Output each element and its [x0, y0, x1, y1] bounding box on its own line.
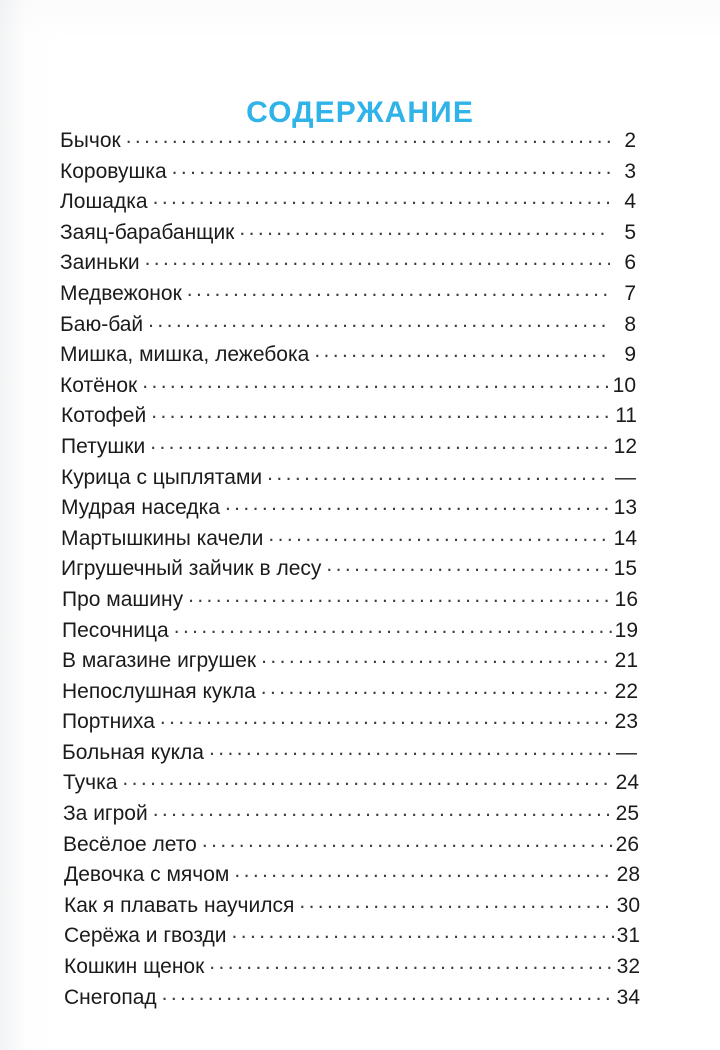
toc-dot-leader	[188, 585, 612, 606]
toc-entry[interactable]	[64, 860, 640, 891]
toc-entry-page: 28	[616, 863, 640, 887]
toc-entry-title: Котофей	[61, 404, 147, 428]
toc-entry-page: 21	[614, 649, 638, 673]
toc-entry[interactable]	[60, 157, 636, 188]
toc-entry-page: 6	[624, 251, 636, 275]
toc-entry-title: Заяц-барабанщик	[60, 220, 235, 244]
toc-entry-title: Весёлое лето	[63, 832, 197, 856]
toc-entry-page: 24	[615, 771, 639, 795]
toc-entry-page: 4	[624, 190, 636, 214]
toc-dot-leader	[126, 126, 610, 147]
toc-entry-title: Больная кукла	[62, 740, 204, 764]
toc-dot-leader	[326, 554, 611, 575]
toc-entry-title: В магазине игрушек	[62, 649, 257, 673]
toc-entry[interactable]	[60, 187, 636, 218]
toc-entry-page-dash: —	[615, 465, 636, 489]
toc-entry[interactable]	[60, 126, 636, 157]
toc-entry-page: 10	[612, 373, 636, 397]
toc-entry[interactable]	[60, 279, 636, 310]
toc-entry[interactable]	[62, 616, 638, 647]
toc-dot-leader	[148, 310, 610, 331]
toc-entry-title: Мартышкины качели	[61, 526, 264, 550]
toc-entry[interactable]	[61, 554, 637, 585]
toc-dot-leader	[174, 616, 612, 637]
toc-dot-leader	[314, 340, 610, 361]
toc-entry-page: 26	[615, 832, 639, 856]
toc-entry-page: 25	[615, 802, 639, 826]
toc-dot-leader	[209, 738, 611, 759]
toc-entry[interactable]	[61, 432, 637, 463]
toc-entry-title: Тучка	[63, 771, 118, 795]
toc-entry-page: 2	[624, 129, 636, 152]
toc-entry-page: 15	[613, 557, 637, 581]
toc-entry-title: Курица с цыплятами	[61, 465, 263, 489]
toc-entry-title: Мудрая наседка	[61, 496, 220, 520]
toc-entry-page: 19	[614, 618, 638, 642]
toc-dot-leader	[162, 983, 614, 1004]
toc-entry[interactable]	[64, 952, 640, 983]
toc-dot-leader	[239, 218, 610, 239]
toc-dot-leader	[151, 401, 611, 422]
toc-entry[interactable]	[62, 738, 638, 769]
toc-dot-leader	[268, 524, 611, 545]
toc-entry-page: 32	[616, 955, 640, 979]
toc-entry[interactable]	[63, 768, 639, 799]
toc-entry-title: Песочница	[62, 618, 169, 642]
page-title: СОДЕРЖАНИЕ	[246, 96, 474, 130]
toc-entry-page-dash: —	[616, 740, 637, 764]
toc-entry-title: Про машину	[62, 587, 184, 611]
toc-entry-page: 9	[624, 343, 636, 367]
toc-dot-leader	[145, 248, 610, 269]
toc-dot-leader	[153, 799, 613, 820]
toc-entry[interactable]	[61, 463, 637, 494]
toc-entry-page: 14	[613, 526, 637, 550]
toc-entry-page: 7	[624, 281, 636, 305]
toc-entry-title: Игрушечный зайчик в лесу	[61, 557, 322, 581]
toc-entry-title: Бычок	[60, 129, 121, 152]
toc-entry[interactable]	[64, 921, 640, 952]
toc-dot-leader	[122, 768, 613, 789]
toc-dot-leader	[234, 860, 614, 881]
toc-entry-title: Как я плавать научился	[64, 893, 295, 917]
toc-entry-title: Петушки	[61, 434, 146, 458]
toc-entry[interactable]	[63, 799, 639, 830]
toc-entry-title: За игрой	[63, 802, 148, 826]
toc-entry[interactable]	[60, 248, 636, 279]
toc-entry[interactable]	[62, 585, 638, 616]
toc-entry-page: 23	[614, 710, 638, 734]
toc-entry-list	[60, 126, 640, 1013]
toc-dot-leader	[160, 707, 612, 728]
toc-entry-page: 5	[624, 220, 636, 244]
toc-entry-title: Заиньки	[60, 251, 140, 275]
toc-entry-title: Серёжа и гвозди	[64, 924, 227, 948]
toc-entry[interactable]	[60, 371, 636, 402]
toc-entry[interactable]	[61, 524, 637, 555]
toc-entry-page: 12	[613, 434, 637, 458]
toc-dot-leader	[299, 891, 614, 912]
toc-entry[interactable]	[60, 310, 636, 341]
toc-entry-title: Мишка, мишка, лежебока	[60, 343, 310, 367]
toc-entry[interactable]	[62, 646, 638, 677]
toc-entry-title: Непослушная кукла	[62, 679, 256, 703]
toc-entry[interactable]	[62, 677, 638, 708]
toc-dot-leader	[261, 677, 612, 698]
toc-dot-leader	[150, 432, 611, 453]
toc-entry[interactable]	[64, 983, 640, 1014]
toc-entry-title: Баю-бай	[60, 312, 144, 336]
toc-entry-page: 22	[614, 679, 638, 703]
toc-dot-leader	[225, 493, 611, 514]
toc-entry-title: Котёнок	[60, 373, 138, 397]
toc-dot-leader	[172, 157, 610, 178]
toc-entry-title: Портниха	[62, 710, 155, 734]
toc-entry-title: Коровушка	[60, 159, 167, 183]
toc-entry-title: Кошкин щенок	[64, 955, 205, 979]
toc-dot-leader	[267, 463, 610, 484]
toc-entry-page: 11	[615, 404, 637, 428]
toc-entry-title: Девочка с мячом	[64, 863, 230, 887]
toc-dot-leader	[261, 646, 612, 667]
toc-dot-leader	[142, 371, 610, 392]
toc-dot-leader	[187, 279, 610, 300]
toc-entry-title: Снегопад	[64, 985, 157, 1009]
toc-entry-page: 16	[614, 587, 638, 611]
toc-dot-leader	[209, 952, 614, 973]
toc-entry-page: 30	[616, 893, 640, 917]
toc-entry-page: 8	[624, 312, 636, 336]
toc-entry[interactable]	[60, 340, 636, 371]
toc-entry-page: 3	[624, 159, 636, 183]
toc-entry[interactable]	[62, 707, 638, 738]
toc-entry-page: 34	[616, 985, 640, 1009]
toc-dot-leader	[153, 187, 610, 208]
toc-entry[interactable]	[60, 218, 636, 249]
toc-dot-leader	[202, 830, 613, 851]
toc-entry[interactable]	[63, 830, 639, 861]
toc-dot-leader	[232, 921, 614, 942]
toc-entry-page: 31	[616, 924, 640, 948]
toc-entry-title: Медвежонок	[60, 281, 182, 305]
toc-entry[interactable]	[64, 891, 640, 922]
toc-entry[interactable]	[61, 493, 637, 524]
toc-entry[interactable]	[61, 401, 637, 432]
toc-entry-page: 13	[613, 496, 637, 520]
toc-entry-title: Лошадка	[60, 190, 148, 214]
